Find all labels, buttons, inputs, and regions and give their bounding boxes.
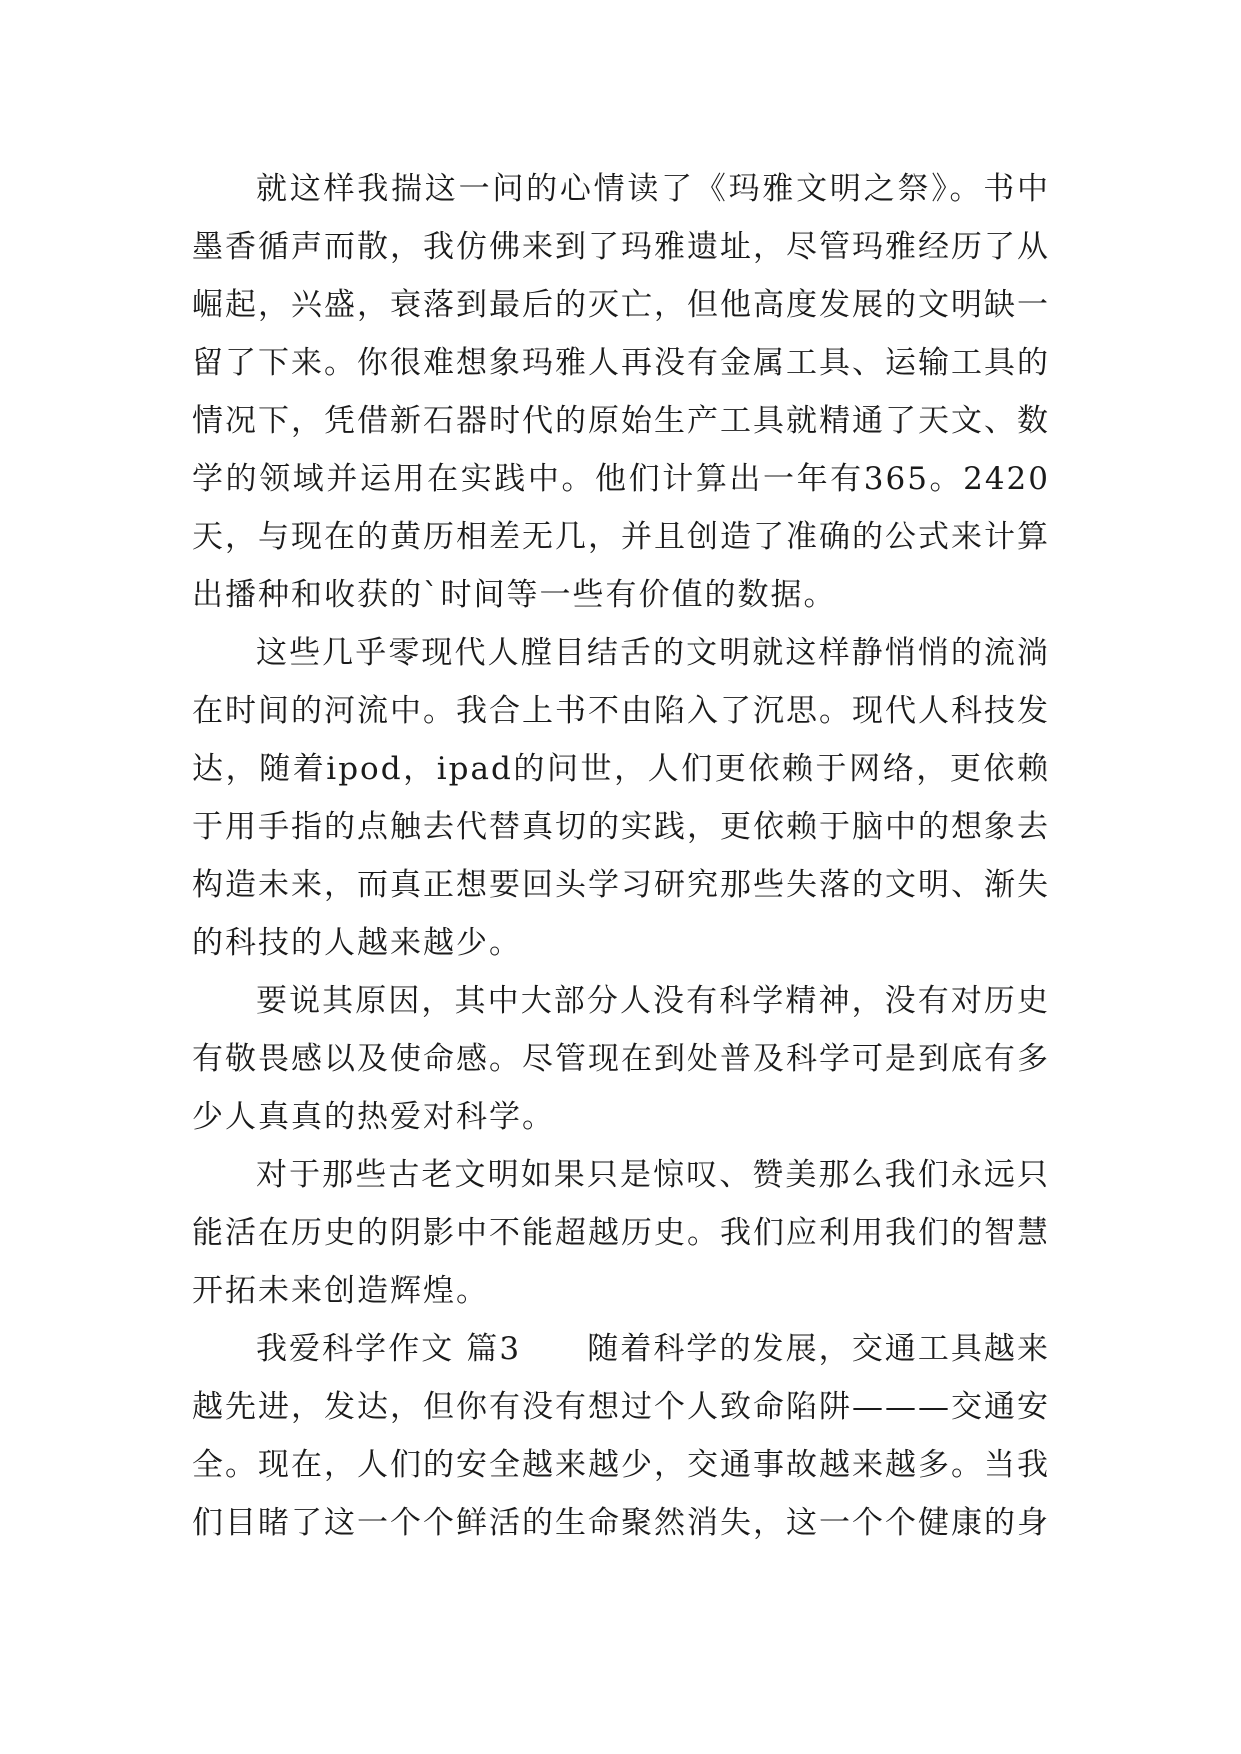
paragraph-reason: 要说其原因，其中大部分人没有科学精神，没有对历史有敬畏感以及使命感。尽管现在到处普及科学可是到底有多少人真真的热爱对科学。 [192, 983, 1050, 1135]
paragraph-maya-reading: 就这样我揣这一问的心情读了《玛雅文明之祭》。书中墨香循声而散，我仿佛来到了玛雅遗址，尽管玛雅经历了从崛起，兴盛，衰落到最后的灭亡，但他高度发展的文明缺一留了下来。你很难想象玛雅人再没有金属工具、运输工具的情况下，凭借新石器时代的原始生产工具就精通了天文、数学的领域并运用在实践中。他们计算出一年有365。2420天，与现在的黄历相差无几，并且创造了准确的公式来计算出播种和收获的`时间等一些有价值的数据。 [192, 171, 1050, 613]
paragraph-essay-3: 我爱科学作文 篇3 随着科学的发展，交通工具越来越先进，发达，但你有没有想过个人致命陷阱———交通安全。现在，人们的安全越来越少，交通事故越来越多。当我们目睹了这一个个鲜活的生命聚然消失，这一个个健康的身 [192, 1331, 1050, 1541]
document-body [192, 160, 1050, 1552]
paragraph-modern-reflection: 这些几乎零现代人膛目结舌的文明就这样静悄悄的流淌在时间的河流中。我合上书不由陷入了沉思。现代人科技发达，随着ipod，ipad的问世，人们更依赖于网络，更依赖于用手指的点触去代替真切的实践，更依赖于脑中的想象去构造未来，而真正想要回头学习研究那些失落的文明、渐失的科技的人越来越少。 [192, 635, 1050, 961]
paragraph-conclusion: 对于那些古老文明如果只是惊叹、赞美那么我们永远只能活在历史的阴影中不能超越历史。我们应利用我们的智慧开拓未来创造辉煌。 [192, 1157, 1050, 1309]
